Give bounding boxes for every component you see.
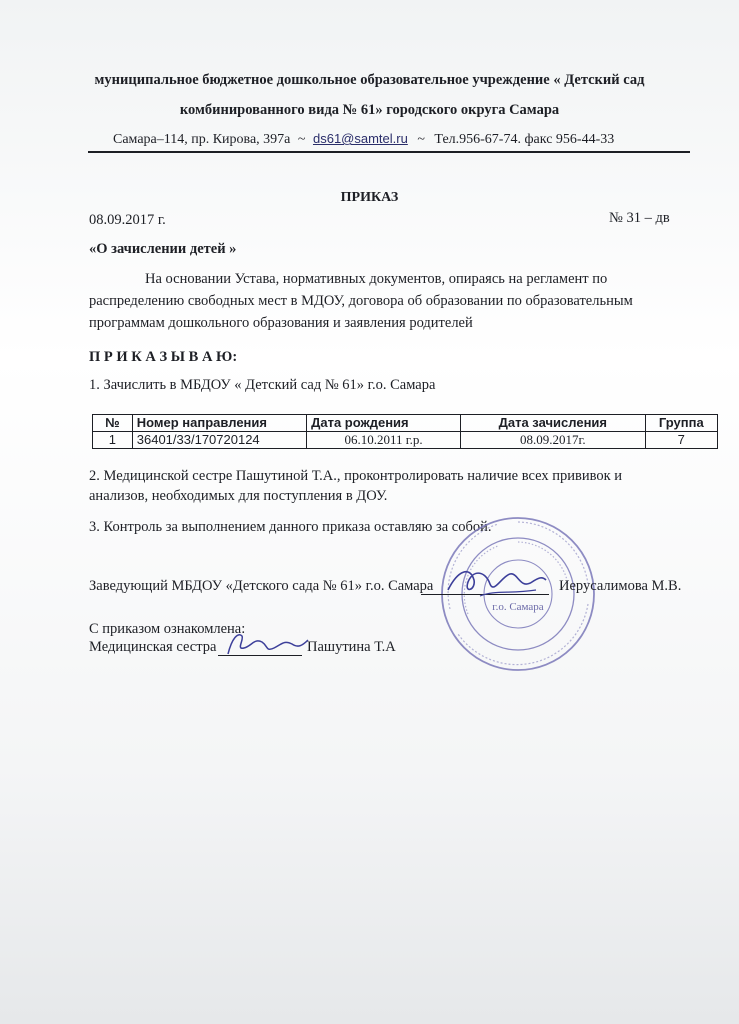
- item-2-line-1: 2. Медицинской сестре Пашутиной Т.А., проконтролировать наличие всех прививок и: [89, 468, 623, 484]
- ack-label: С приказом ознакомлена:: [89, 621, 246, 637]
- enrollment-table: [92, 414, 718, 449]
- head-title: Заведующий МБДОУ «Детского сада № 61» г.о. Самара: [89, 578, 434, 594]
- header-cell-birthdate: Дата рождения: [307, 415, 461, 432]
- cell-number: 1: [93, 432, 133, 449]
- table-header-row: [93, 415, 718, 432]
- order-title: ПРИКАЗ: [340, 190, 399, 205]
- cell-referral: 36401/33/170720124: [132, 432, 306, 449]
- address: Самара–114, пр. Кирова, 397а: [113, 132, 291, 147]
- header-cell-referral: Номер направления: [132, 415, 306, 432]
- order-date: 08.09.2017 г.: [89, 212, 166, 228]
- order-number: № 31 – дв: [609, 210, 670, 226]
- separator: ~: [297, 132, 306, 147]
- basis-line-2: распределению свободных мест в МДОУ, договора об образовании по образовательным: [89, 293, 633, 309]
- head-signature: [440, 560, 550, 604]
- cell-birthdate: 06.10.2011 г.р.: [307, 432, 461, 449]
- phones: Тел.956-67-74. факс 956-44-33: [434, 132, 615, 147]
- item-3: 3. Контроль за выполнением данного приказа оставляю за собой.: [89, 519, 492, 535]
- header-rule: [88, 151, 690, 153]
- email-link[interactable]: ds61@samtel.ru: [312, 131, 408, 146]
- item-2-line-2: анализов, необходимых для поступления в ДОУ.: [89, 488, 388, 504]
- order-subject: «О зачислении детей »: [89, 241, 237, 257]
- nurse-signature: [222, 628, 312, 662]
- item-1: 1. Зачислить в МБДОУ « Детский сад № 61» г.о. Самара: [89, 377, 436, 393]
- cell-enroll-date: 08.09.2017г.: [461, 432, 646, 449]
- cell-group: 7: [645, 432, 717, 449]
- table-row: [93, 432, 718, 449]
- header-cell-enroll-date: Дата зачисления: [461, 415, 646, 432]
- org-name-line2: комбинированного вида № 61» городского округа Самара: [179, 102, 560, 118]
- head-name: Иерусалимова М.В.: [559, 578, 682, 594]
- nurse-name: Пашутина Т.А: [307, 639, 396, 655]
- stamp-city: г.о. Самара: [492, 601, 544, 613]
- header-cell-number: №: [93, 415, 133, 432]
- org-name-line1: муниципальное бюджетное дошкольное образовательное учреждение « Детский сад: [94, 72, 645, 88]
- nurse-title: Медицинская сестра: [89, 639, 217, 655]
- basis-line-3: программам дошкольного образования и заявления родителей: [89, 315, 473, 331]
- order-command: П Р И К А З Ы В А Ю:: [89, 349, 238, 365]
- header-cell-group: Группа: [645, 415, 717, 432]
- basis-line-1: На основании Устава, нормативных документов, опираясь на регламент по: [145, 271, 608, 287]
- contact-line: [113, 131, 614, 148]
- separator: ~: [417, 132, 425, 147]
